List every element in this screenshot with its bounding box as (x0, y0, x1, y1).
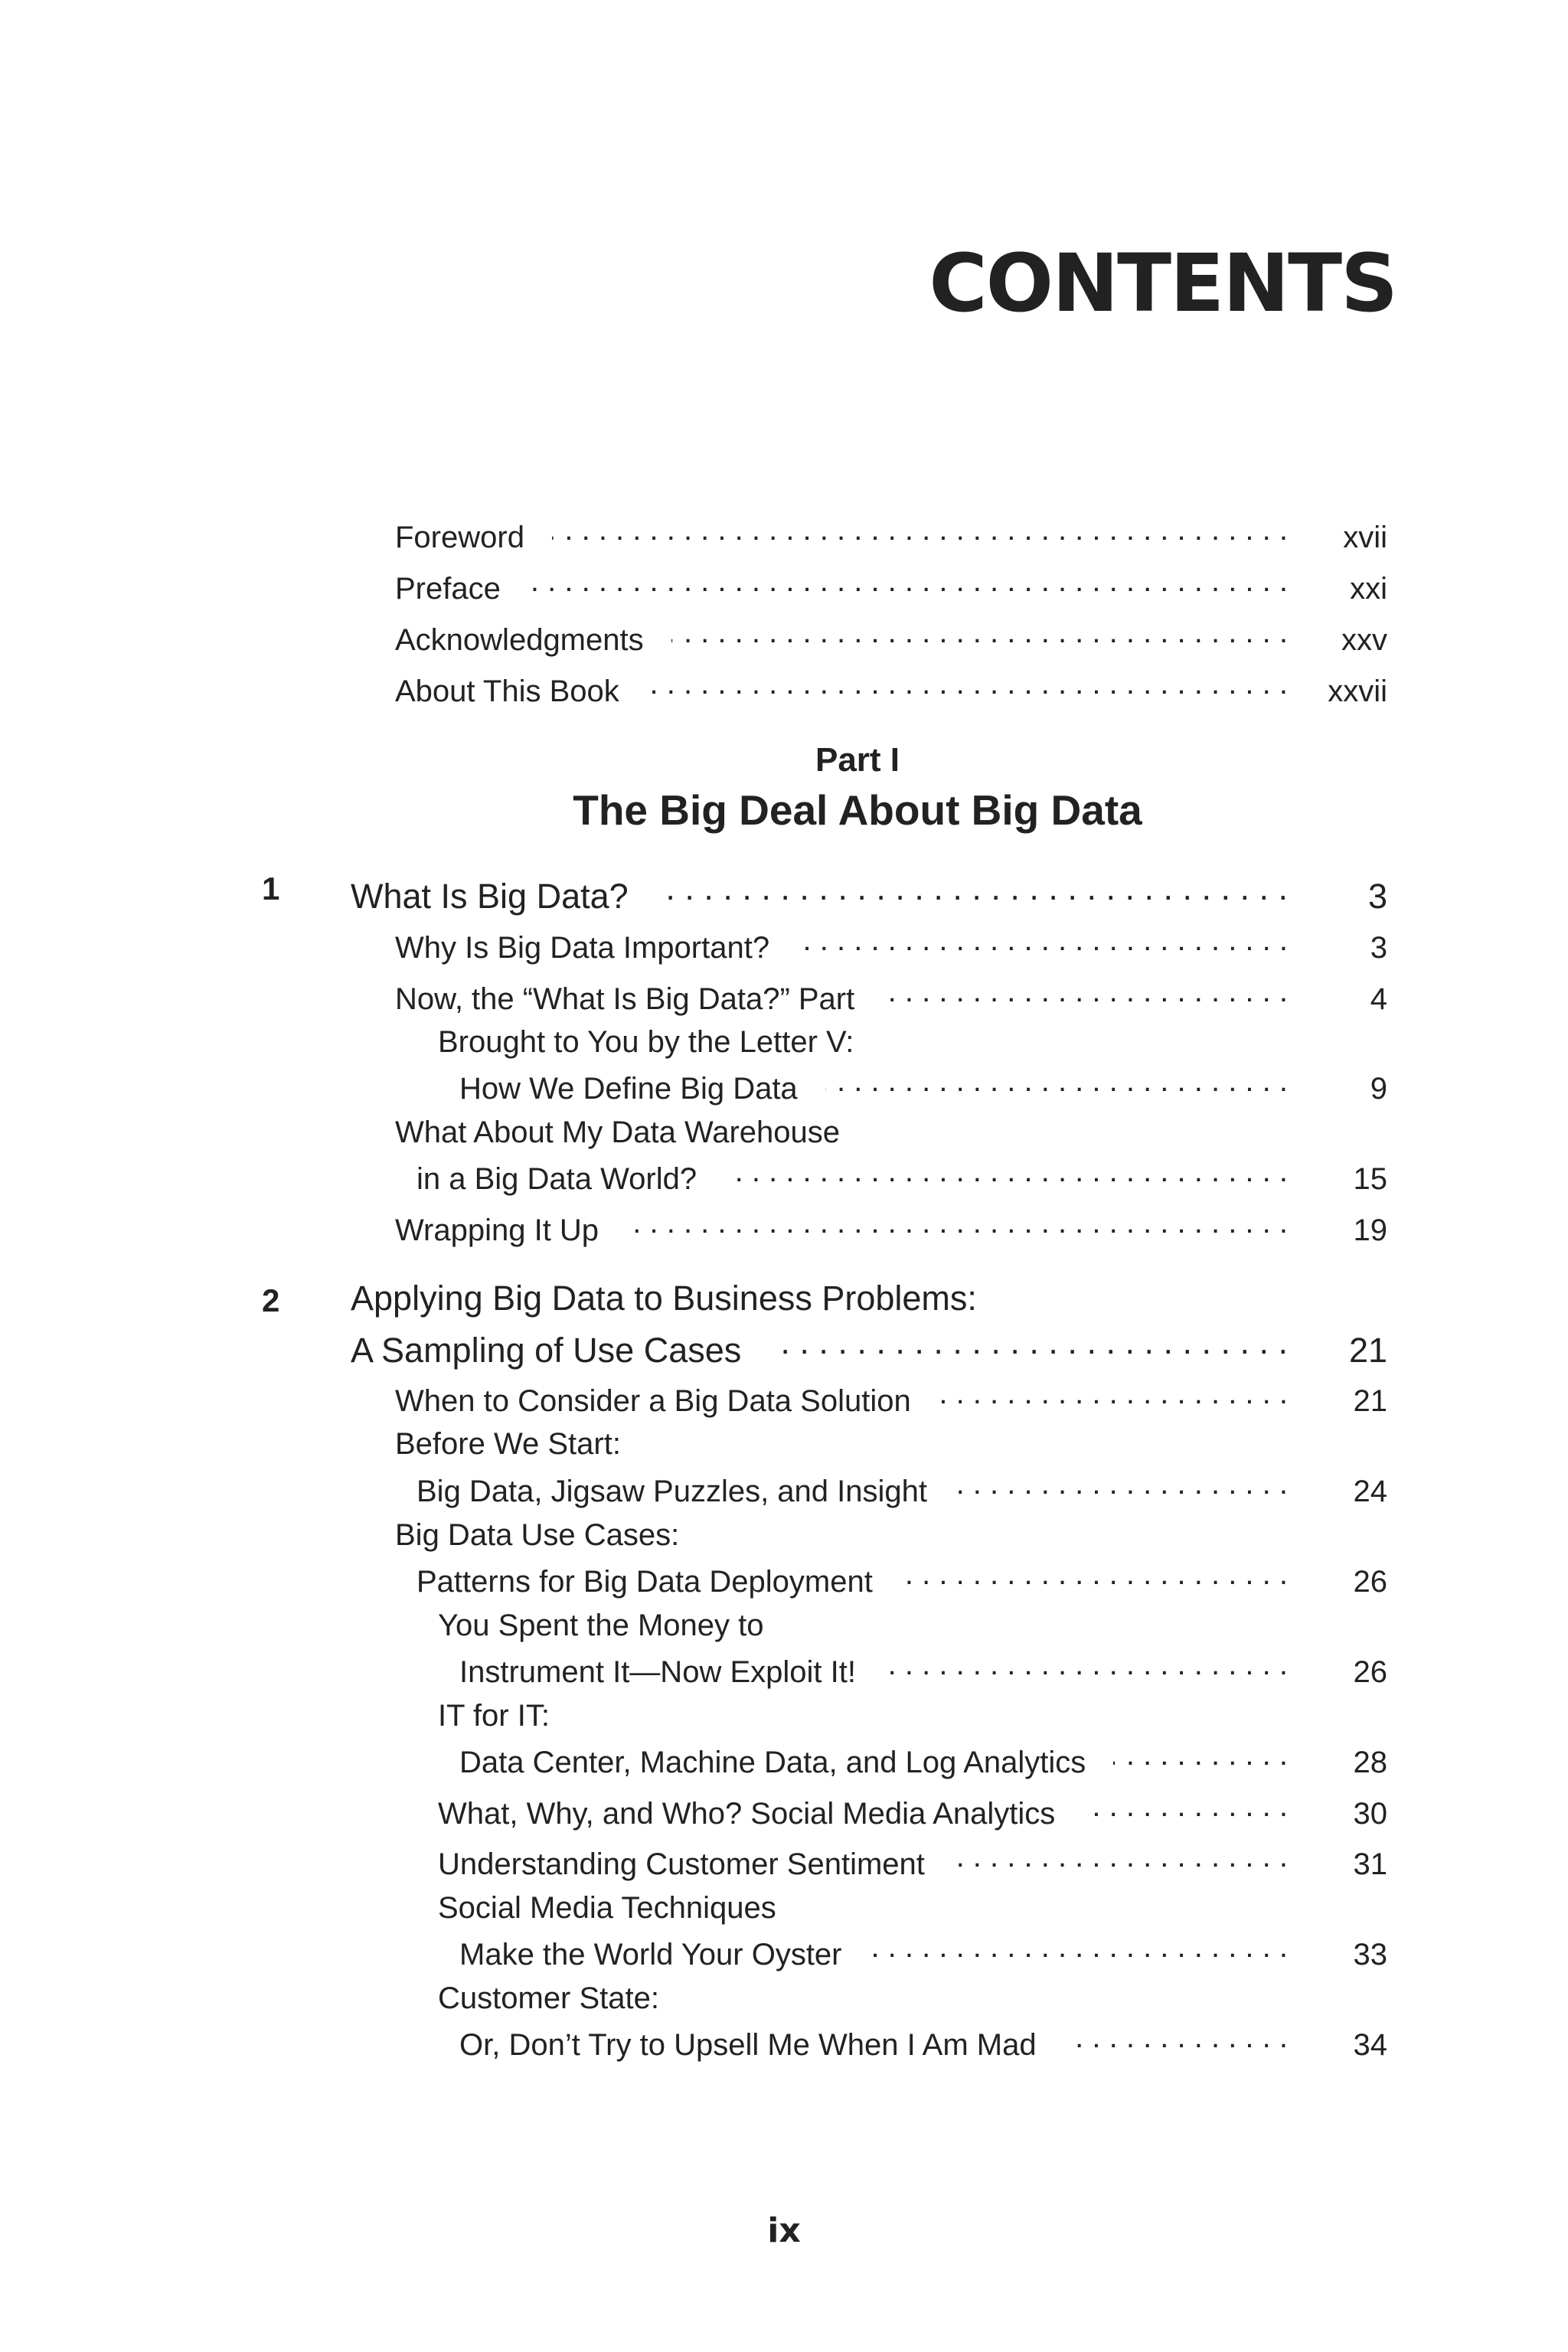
dot-leader (552, 513, 1288, 547)
toc-section[interactable] (416, 1155, 1387, 1197)
toc-section[interactable] (416, 1467, 1387, 1509)
toc-entry-title: About This Book (395, 675, 619, 708)
toc-section-line1[interactable]: What About My Data Warehouse (395, 1116, 841, 1149)
part-title: The Big Deal About Big Data (573, 786, 1142, 834)
toc-section-page: 15 (1353, 1162, 1387, 1196)
toc-entry-title: Acknowledgments (395, 623, 644, 657)
dot-leader (952, 1840, 1288, 1874)
toc-subsection-title: Instrument It—Now Exploit It! (459, 1655, 856, 1689)
toc-subsection-page: 9 (1370, 1072, 1387, 1106)
toc-entry-title: Preface (395, 572, 501, 606)
toc-subsection-title: How We Define Big Data (459, 1072, 798, 1106)
dot-leader (724, 1155, 1288, 1189)
toc-subsection[interactable] (459, 1738, 1387, 1780)
toc-subsection[interactable] (438, 1789, 1387, 1831)
toc-subsection-line1[interactable]: Customer State: (438, 1981, 660, 2015)
toc-chapter-page: 3 (1367, 877, 1387, 916)
toc-subsection-title: Data Center, Machine Data, and Log Analytics (459, 1746, 1086, 1779)
toc-entry-preface[interactable] (395, 564, 1387, 606)
dot-leader (825, 1064, 1288, 1099)
toc-section[interactable] (416, 1557, 1387, 1599)
toc-chapter-page: 21 (1348, 1331, 1387, 1370)
toc-section-page: 21 (1353, 1384, 1387, 1418)
dot-leader (671, 616, 1288, 650)
dot-leader (884, 1648, 1288, 1682)
toc-entry-foreword[interactable] (395, 513, 1387, 555)
toc-subsection-title: Understanding Customer Sentiment (438, 1847, 925, 1881)
toc-subsection-page: 26 (1353, 1655, 1387, 1689)
toc-chapter-title: What Is Big Data? (351, 877, 629, 916)
dot-leader (1064, 2020, 1288, 2055)
toc-entry-page: xxv (1341, 623, 1387, 657)
toc-section-title: Why Is Big Data Important? (395, 931, 770, 965)
toc-subsection-page: 30 (1353, 1797, 1387, 1831)
dot-leader (656, 868, 1288, 908)
dot-leader (626, 1206, 1288, 1240)
toc-entry-acknowledgments[interactable] (395, 616, 1387, 658)
toc-section[interactable] (395, 1206, 1387, 1248)
toc-chapter-2[interactable] (351, 1322, 1387, 1370)
toc-section-line1[interactable]: Before We Start: (395, 1427, 621, 1461)
toc-chapter-1[interactable] (351, 868, 1387, 916)
toc-subsection-title: What, Why, and Who? Social Media Analytics (438, 1797, 1056, 1831)
dot-leader (939, 1377, 1288, 1411)
dot-leader (647, 667, 1288, 701)
toc-subsection-line1[interactable]: IT for IT: (438, 1699, 550, 1733)
toc-subsection-title: Make the World Your Oyster (459, 1938, 842, 1971)
toc-subsection[interactable] (438, 1840, 1387, 1882)
toc-subsection[interactable] (459, 1930, 1387, 1972)
toc-section-title: in a Big Data World? (416, 1162, 697, 1196)
dot-leader (955, 1467, 1288, 1501)
toc-section-page: 24 (1353, 1475, 1387, 1508)
toc-entry-page: xvii (1343, 521, 1387, 554)
toc-section-title: Patterns for Big Data Deployment (416, 1565, 873, 1599)
toc-subsection-page: 33 (1353, 1938, 1387, 1971)
toc-subsection-page: 34 (1353, 2028, 1387, 2062)
toc-subsection-page: 31 (1353, 1847, 1387, 1881)
dot-leader (870, 1930, 1289, 1965)
dot-leader (769, 1322, 1288, 1362)
toc-section[interactable] (395, 975, 1387, 1017)
toc-section-line1[interactable]: Big Data Use Cases: (395, 1518, 680, 1552)
toc-section-title: Wrapping It Up (395, 1214, 599, 1247)
dot-leader (882, 975, 1288, 1009)
toc-section-title: Big Data, Jigsaw Puzzles, and Insight (416, 1475, 928, 1508)
page-heading: CONTENTS (929, 237, 1396, 330)
toc-entry-page: xxvii (1328, 675, 1387, 708)
toc-subsection-line1[interactable]: Social Media Techniques (438, 1891, 776, 1925)
toc-section-page: 19 (1353, 1214, 1387, 1247)
toc-section-title: Now, the “What Is Big Data?” Part (395, 982, 855, 1016)
toc-section-page: 4 (1370, 982, 1387, 1016)
toc-section[interactable] (395, 923, 1387, 965)
toc-subsection-line1[interactable]: You Spent the Money to (438, 1609, 764, 1642)
chapter-number: 2 (262, 1282, 280, 1318)
part-label: Part I (815, 741, 900, 779)
toc-subsection[interactable] (459, 2020, 1387, 2063)
toc-subsection[interactable] (459, 1648, 1387, 1690)
dot-leader (528, 564, 1288, 599)
toc-entry-about-this-book[interactable] (395, 667, 1387, 709)
toc-section[interactable] (395, 1377, 1387, 1419)
toc-subsection-line1[interactable]: Brought to You by the Letter V: (438, 1025, 854, 1059)
toc-subsection[interactable] (459, 1064, 1387, 1106)
toc-chapter-title-line1[interactable]: Applying Big Data to Business Problems: (351, 1279, 977, 1318)
chapter-number: 1 (262, 871, 280, 906)
toc-entry-title: Foreword (395, 521, 524, 554)
dot-leader (900, 1557, 1288, 1592)
dot-leader (1113, 1738, 1288, 1772)
toc-entry-page: xxi (1350, 572, 1387, 606)
toc-section-page: 26 (1353, 1565, 1387, 1599)
dot-leader (797, 923, 1288, 958)
toc-subsection-page: 28 (1353, 1746, 1387, 1779)
toc-subsection-title: Or, Don’t Try to Upsell Me When I Am Mad (459, 2028, 1037, 2062)
toc-section-title: When to Consider a Big Data Solution (395, 1384, 911, 1418)
toc-chapter-title: A Sampling of Use Cases (351, 1331, 742, 1370)
dot-leader (1083, 1789, 1288, 1824)
toc-section-page: 3 (1370, 931, 1387, 965)
page-folio: ix (767, 2211, 801, 2250)
